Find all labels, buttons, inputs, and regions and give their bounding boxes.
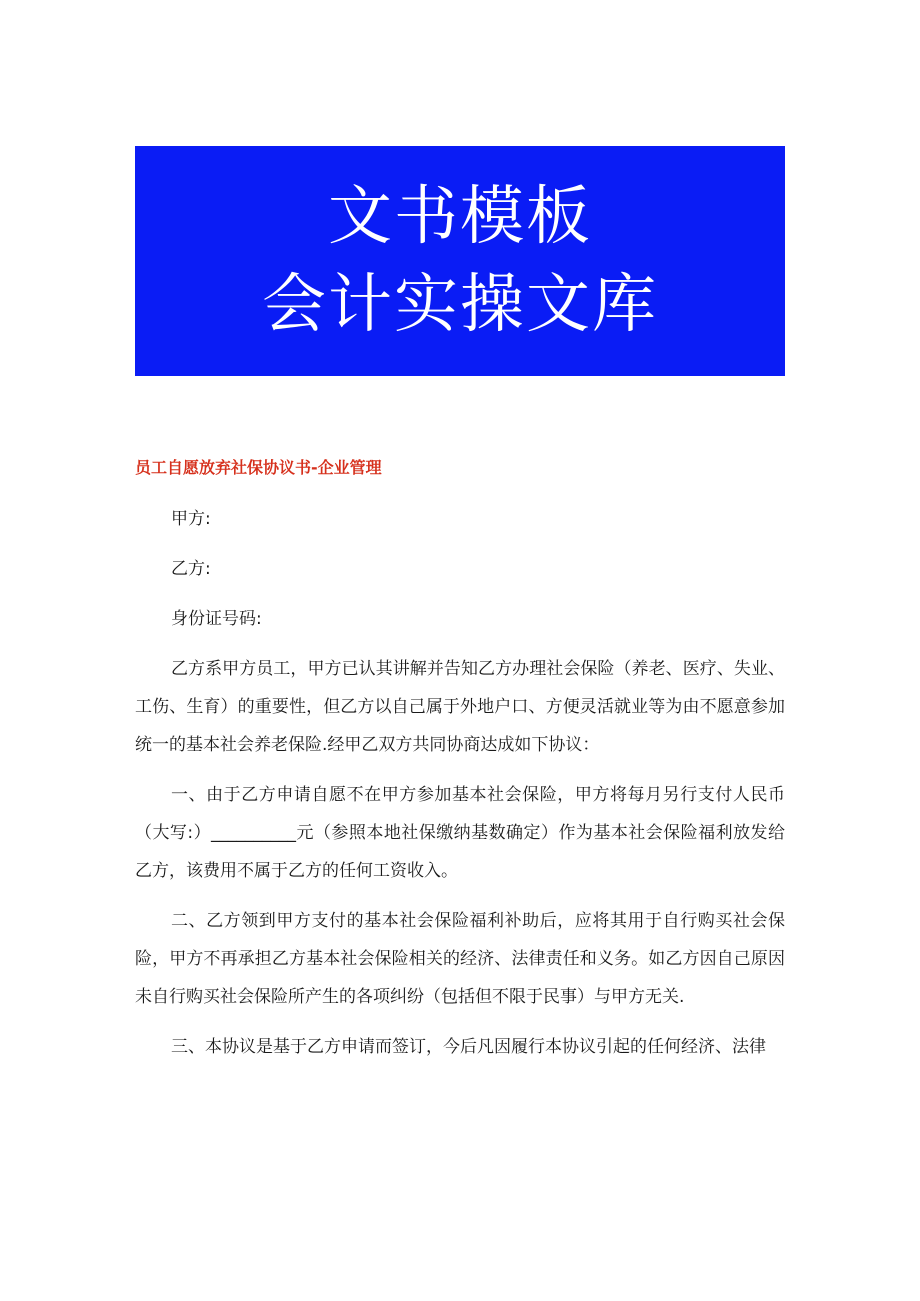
- document-body: [135, 500, 785, 1078]
- party-a-field: 甲方:: [171, 509, 211, 529]
- clause-3-paragraph: 三、本协议是基于乙方申请而签订，今后凡因履行本协议引起的任何经济、法律: [171, 1037, 766, 1057]
- intro-paragraph: 乙方系甲方员工，甲方已认其讲解并告知乙方办理社会保险（养老、医疗、失业、工伤、生育）的重要性，但乙方以自己属于外地户口、方便灵活就业等为由不愿意参加统一的基本社会养老保险.经甲乙双方共同协商达成如下协议：: [135, 659, 785, 755]
- document-title: 员工自愿放弃社保协议书-企业管理: [135, 458, 382, 477]
- banner-title-line1: 文书模板: [328, 180, 592, 254]
- banner-title-line2: 会计实操文库: [262, 268, 658, 342]
- clause-1-paragraph: 一、由于乙方申请自愿不在甲方参加基本社会保险，甲方将每月另行支付人民币（大写:）__________元（参照本地社保缴纳基数确定）作为基本社会保险福利放发给乙方，该费用不属于乙方的任何工资收入。: [135, 785, 785, 881]
- party-b-field: 乙方:: [171, 559, 211, 579]
- header-banner: [135, 146, 785, 376]
- clause-2-paragraph: 二、乙方领到甲方支付的基本社会保险福利补助后，应将其用于自行购买社会保险，甲方不再承担乙方基本社会保险相关的经济、法律责任和义务。如乙方因自己原因未自行购买社会保险所产生的各项纠纷（包括但不限于民事）与甲方无关.: [135, 911, 785, 1007]
- id-number-field: 身份证号码:: [171, 609, 262, 629]
